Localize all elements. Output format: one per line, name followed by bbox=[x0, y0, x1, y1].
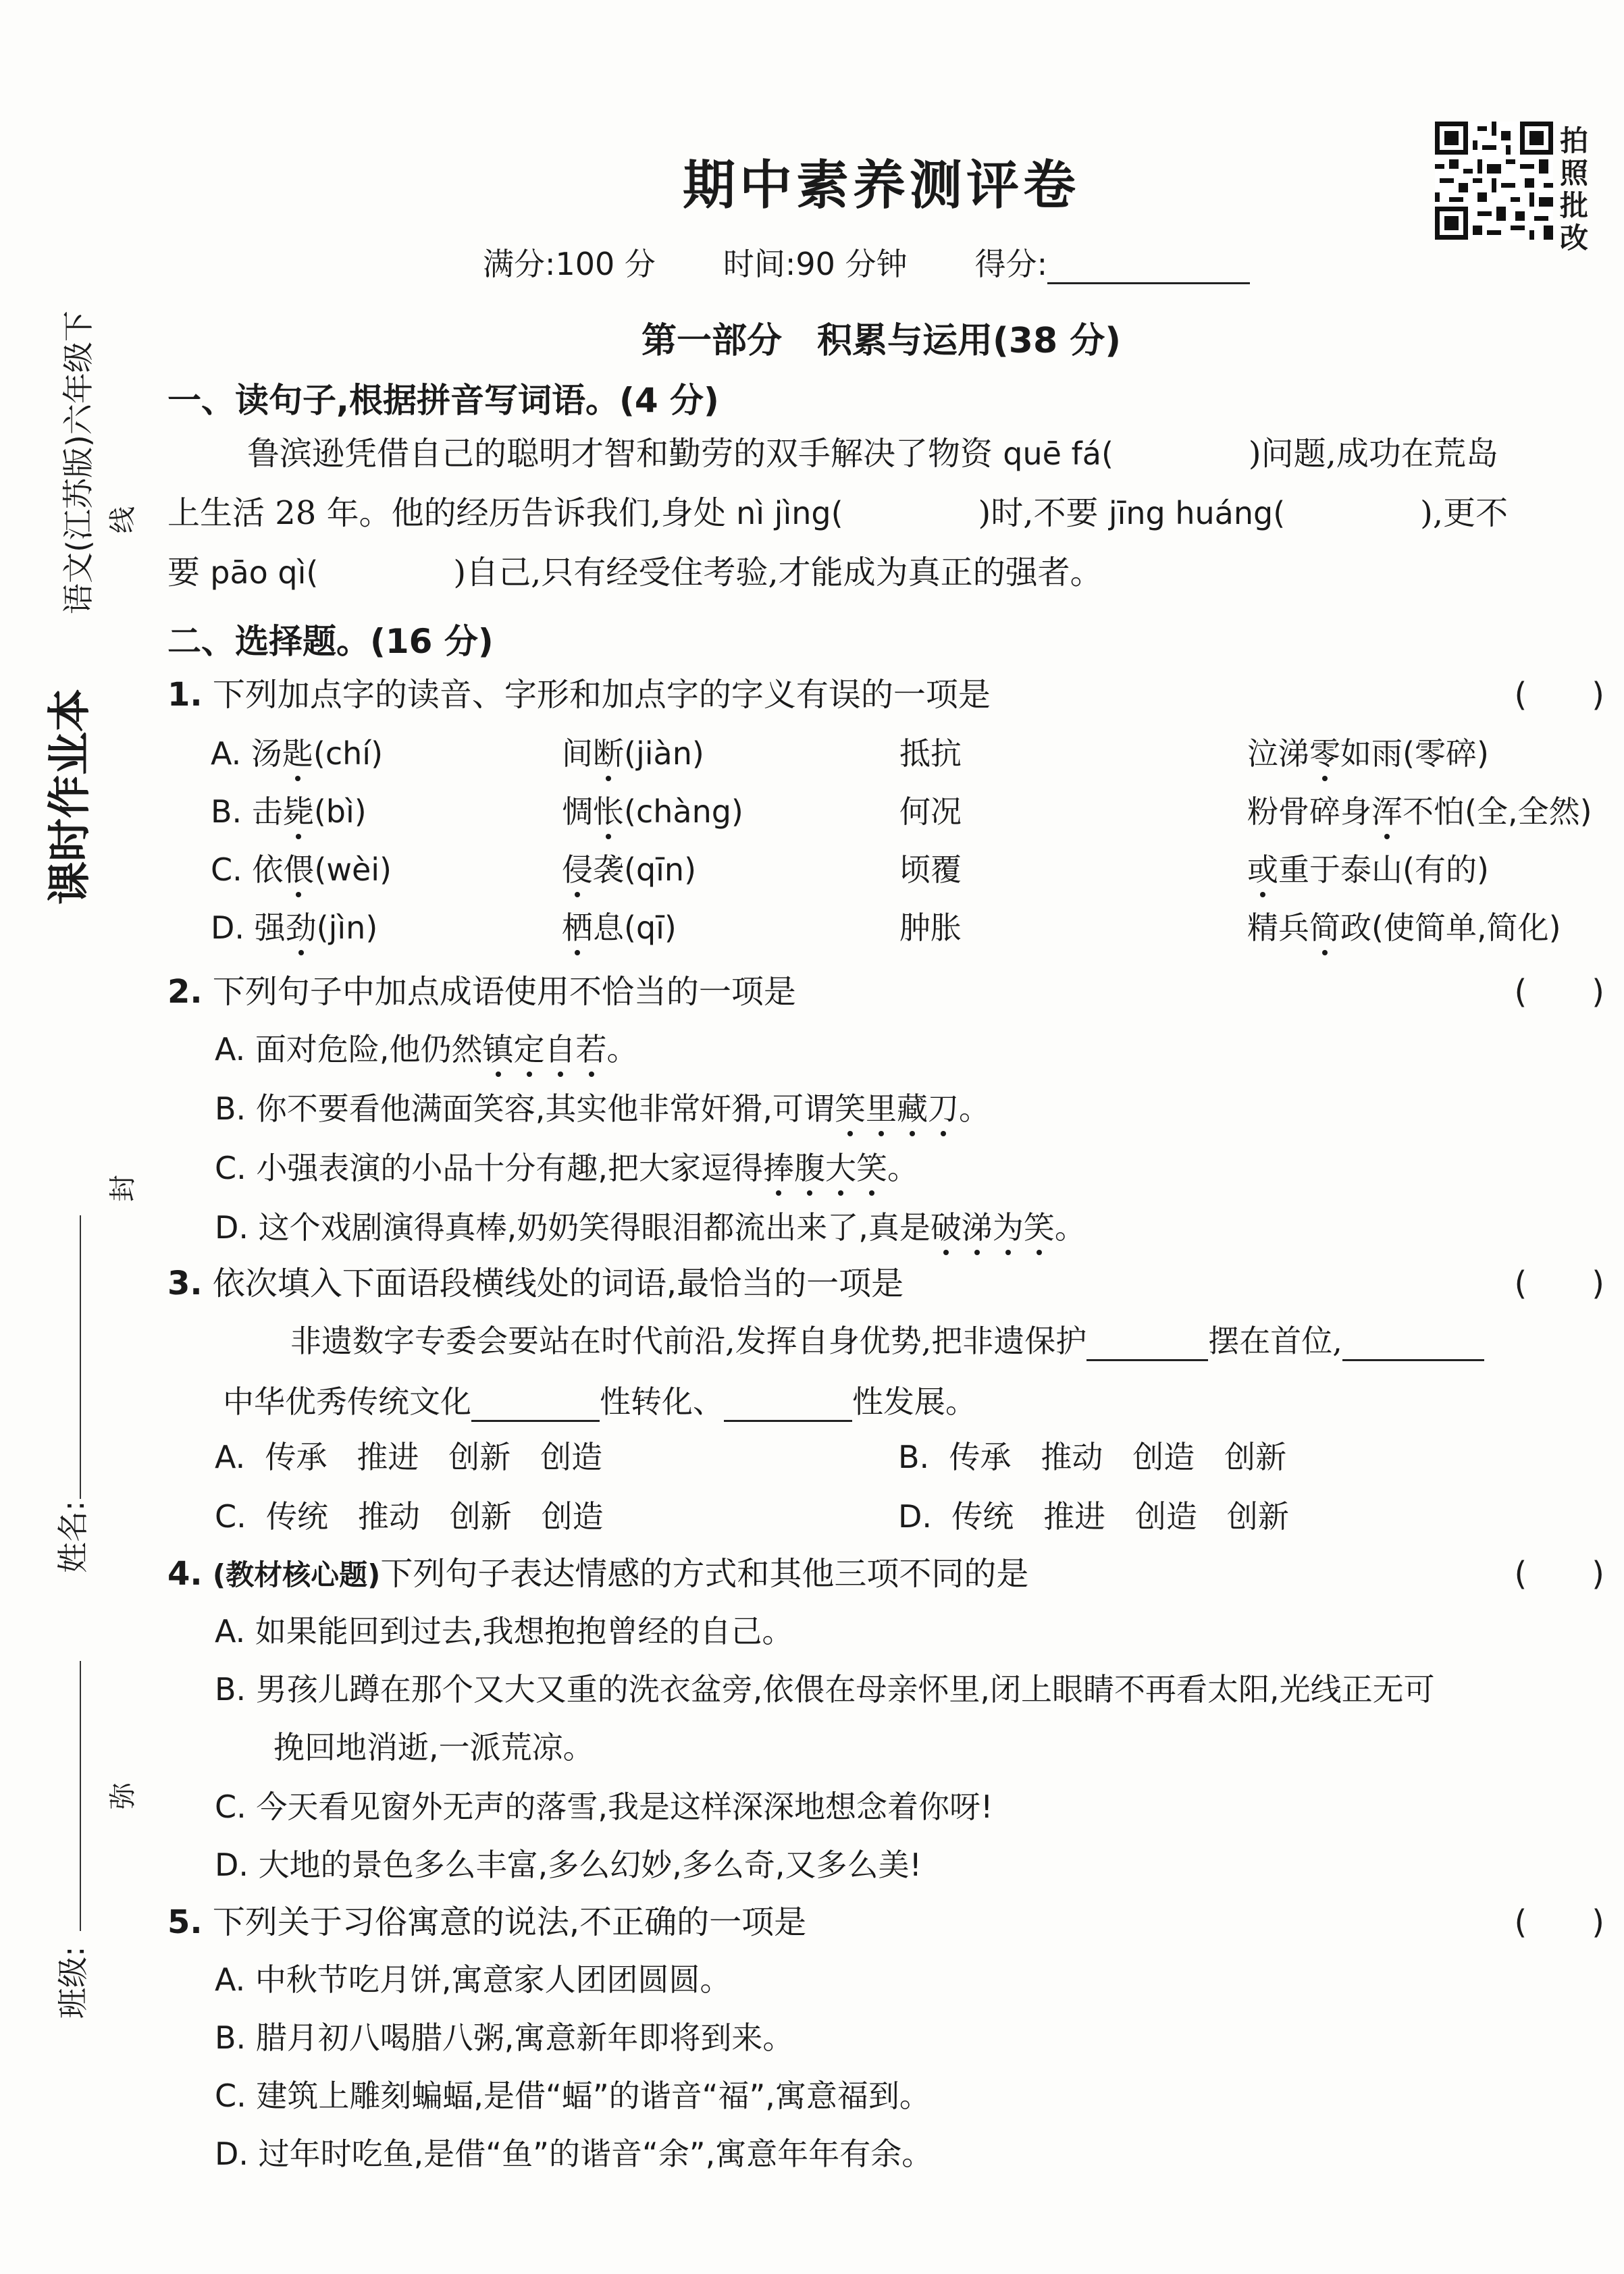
pinyin-3: jīng huáng( bbox=[1108, 495, 1286, 531]
pinyin-4: pāo qì( bbox=[210, 554, 319, 591]
part1-title: 第一部分 积累与运用(38 分) bbox=[641, 321, 1121, 361]
q2-option-d[interactable]: D. 这个戏剧演得真棒,奶奶笑得眼泪都流出来了,真是破涕为笑。 bbox=[215, 1209, 1086, 1246]
q5-option-b[interactable]: B. 腊月初八喝腊八粥,寓意新年即将到来。 bbox=[215, 2019, 794, 2056]
q2-option-b[interactable]: B. 你不要看他满面笑容,其实他非常奸猾,可谓笑里藏刀。 bbox=[215, 1090, 991, 1127]
q4-option-a[interactable]: A. 如果能回到过去,我想抱抱曾经的自己。 bbox=[215, 1613, 793, 1649]
q4-option-c[interactable]: C. 今天看见窗外无声的落雪,我是这样深深地想念着你呀! bbox=[215, 1789, 993, 1825]
answer-paren-2[interactable]: ( ) bbox=[1514, 973, 1604, 1011]
class-label: 班级: bbox=[55, 1946, 91, 2019]
q1-option-a[interactable]: A. 汤匙(chí) bbox=[211, 735, 384, 772]
question-3: 3. 依次填入下面语段横线处的词语,最恰当的一项是 ( ) bbox=[167, 1257, 1604, 1298]
answer-paren-3[interactable]: ( ) bbox=[1514, 1265, 1604, 1302]
series-subject: 语文(江苏版)六年级下 bbox=[60, 311, 97, 614]
name-label: 姓名: bbox=[55, 1500, 91, 1573]
q2-option-c[interactable]: C. 小强表演的小品十分有趣,把大家逗得捧腹大笑。 bbox=[215, 1150, 918, 1186]
pinyin-2: nì jìng( bbox=[736, 495, 843, 531]
cut-mark-top: 线 bbox=[107, 506, 138, 533]
series-title: 课时作业本 bbox=[45, 689, 95, 905]
q4-option-d[interactable]: D. 大地的景色多么丰富,多么幻妙,多么奇,又多么美! bbox=[215, 1847, 922, 1883]
answer-paren-5[interactable]: ( ) bbox=[1514, 1903, 1604, 1941]
passage-line-1: 鲁滨逊凭借自己的聪明才智和勤劳的双手解决了物资 quē fá( )问题,成功在荒岛 bbox=[247, 435, 1498, 473]
q3-option-d[interactable]: D. 传统 推进 创造 创新 bbox=[898, 1498, 1289, 1535]
question-1: 1. 下列加点字的读音、字形和加点字的字义有误的一项是 ( ) bbox=[167, 668, 1604, 709]
q5-option-d[interactable]: D. 过年时吃鱼,是借“鱼”的谐音“余”,寓意年年有余。 bbox=[215, 2136, 933, 2172]
q4-option-b[interactable]: B. 男孩儿蹲在那个又大又重的洗衣盆旁,依偎在母亲怀里,闭上眼睛不再看太阳,光线正无可 bbox=[215, 1671, 1435, 1708]
q3-blank-4[interactable] bbox=[724, 1393, 852, 1422]
q3-blank-3[interactable] bbox=[471, 1393, 600, 1422]
page-title: 期中素养测评卷 bbox=[682, 155, 1080, 216]
cut-mark-bottom: 弥 bbox=[107, 1782, 138, 1809]
qr-label: 拍照批改 bbox=[1560, 124, 1589, 255]
q1-option-b[interactable]: B. 击毙(bì) bbox=[211, 793, 367, 830]
qr-code-icon[interactable] bbox=[1435, 122, 1553, 240]
q3-option-a[interactable]: A. 传承 推进 创新 创造 bbox=[215, 1439, 603, 1475]
answer-paren-4[interactable]: ( ) bbox=[1514, 1555, 1604, 1593]
passage-line-2: 上生活 28 年。他的经历告诉我们,身处 nì jìng( )时,不要 jīng huáng( ),更不 bbox=[167, 494, 1509, 532]
q4-option-b-cont: 挽回地消逝,一派荒凉。 bbox=[273, 1729, 594, 1766]
pinyin-1: quē fá( bbox=[1003, 435, 1114, 472]
q3-passage-line-2: 中华优秀传统文化 性转化、 性发展。 bbox=[223, 1377, 976, 1422]
time-limit: 时间:90 分钟 bbox=[723, 246, 908, 282]
class-line bbox=[80, 1661, 81, 1931]
core-question-tag: (教材核心题) bbox=[212, 1558, 381, 1591]
score-label: 得分: bbox=[974, 246, 1048, 282]
passage-line-3: 要 pāo qì( )自己,只有经受住考验,才能成为真正的强者。 bbox=[167, 554, 1103, 591]
q1-options: A. 汤匙(chí) 间断(jiàn) 抵抗 泣涕零如雨(零碎) B. 击毙(bì) 惆怅(chàng) 何况 粉骨碎身浑不怕(全,全然) C. 依偎(wèi) 侵袭(qīn) 顷覆 或重于泰山(有的) D. 强劲(jìn) 栖息(qī) 肿胀 精兵简政(使简单,简化) bbox=[211, 729, 1608, 966]
full-score: 满分:100 分 bbox=[483, 246, 656, 282]
q3-option-b[interactable]: B. 传承 推动 创造 创新 bbox=[898, 1439, 1287, 1475]
q3-passage-line-1: 非遗数字专委会要站在时代前沿,发挥自身优势,把非遗保护 摆在首位, bbox=[290, 1317, 1484, 1361]
section1-passage bbox=[167, 424, 1604, 602]
q3-blank-2[interactable] bbox=[1342, 1332, 1484, 1361]
section2-title: 二、选择题。(16 分) bbox=[167, 622, 494, 661]
question-2: 2. 下列句子中加点成语使用不恰当的一项是 ( ) bbox=[167, 966, 1604, 1006]
q1-option-d[interactable]: D. 强劲(jìn) bbox=[211, 909, 378, 946]
cut-mark-middle: 封 bbox=[107, 1175, 138, 1202]
q5-option-c[interactable]: C. 建筑上雕刻蝙蝠,是借“蝠”的谐音“福”,寓意福到。 bbox=[215, 2078, 931, 2114]
q3-option-c[interactable]: C. 传统 推动 创新 创造 bbox=[215, 1498, 604, 1535]
name-line bbox=[80, 1215, 81, 1499]
q1-option-c[interactable]: C. 依偎(wèi) bbox=[211, 851, 392, 888]
section1-title: 一、读句子,根据拼音写词语。(4 分) bbox=[167, 381, 719, 420]
q5-option-a[interactable]: A. 中秋节吃月饼,寓意家人团团圆圆。 bbox=[215, 1961, 731, 1998]
score-field[interactable] bbox=[1047, 255, 1250, 284]
q3-blank-1[interactable] bbox=[1086, 1332, 1208, 1361]
answer-paren-1[interactable]: ( ) bbox=[1514, 676, 1604, 714]
q2-option-a[interactable]: A. 面对危险,他仍然镇定自若。 bbox=[215, 1031, 638, 1067]
question-4: 4. (教材核心题)下列句子表达情感的方式和其他三项不同的是 ( ) bbox=[167, 1548, 1604, 1588]
question-5: 5. 下列关于习俗寓意的说法,不正确的一项是 ( ) bbox=[167, 1896, 1604, 1936]
exam-meta bbox=[483, 240, 1250, 284]
